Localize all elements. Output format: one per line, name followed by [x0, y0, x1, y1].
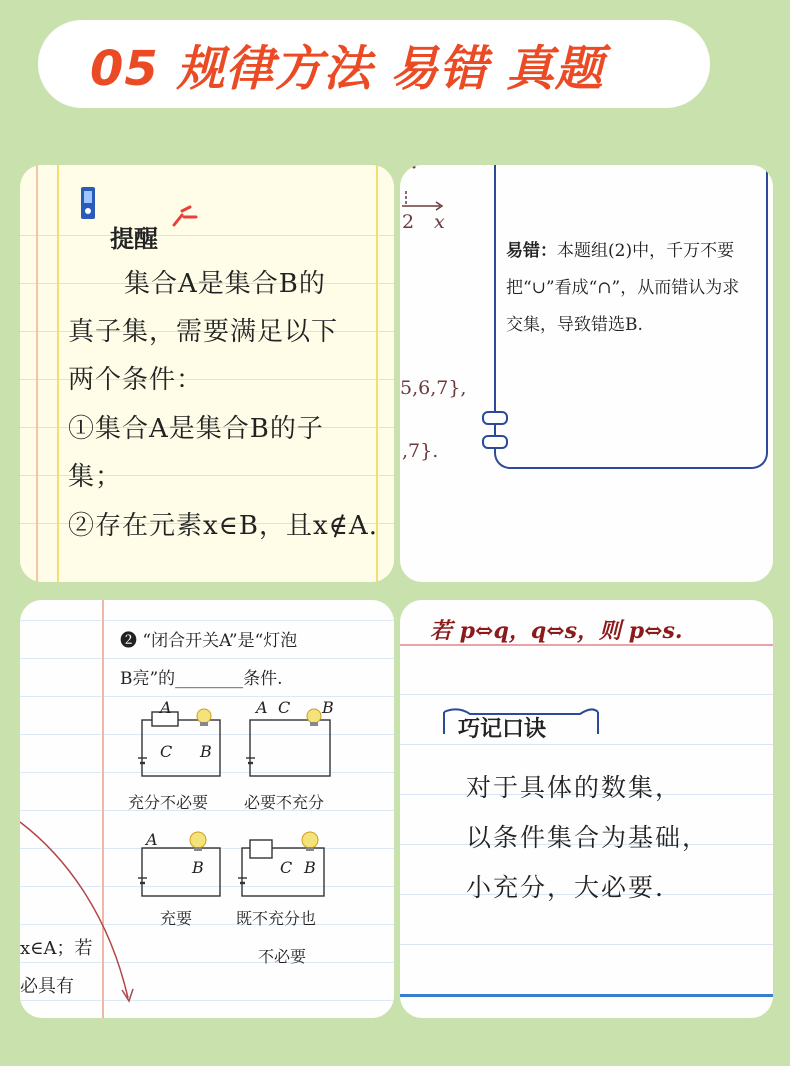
mnemonic-card [400, 600, 773, 1018]
question-line: B亮”的________条件. [120, 669, 283, 689]
circuit-label: C [280, 858, 293, 877]
circuit-label: A [146, 830, 158, 849]
circuit-caption: 充要 [160, 909, 193, 928]
tip-label: 提醒 [110, 224, 158, 253]
mistake-card [400, 165, 773, 582]
page-title: 05 规律方法 易错 真题 [90, 41, 604, 97]
circuit-label: B [304, 858, 316, 877]
circuit-caption: 不必要 [258, 947, 307, 966]
mnemonic-title: 巧记口诀 [458, 717, 547, 742]
tip-line: 真子集，需要满足以下 [68, 317, 339, 347]
circuit-caption: 充分不必要 [128, 793, 209, 812]
sparkle-icon [170, 205, 198, 227]
text-fragment: 必具有 [20, 976, 74, 997]
equivalence-statement: 若 p⇔q，q⇔s，则 p⇔s. [430, 618, 683, 644]
bookmark-icon [81, 187, 95, 219]
circuit-label: A [160, 698, 172, 717]
circuit-card [20, 600, 394, 1018]
circuit-caption: 必要不充分 [244, 793, 325, 812]
title-banner [38, 20, 710, 108]
mnemonic-line: 对于具体的数集， [466, 773, 683, 802]
circuit-caption: 既不充分也 [236, 909, 317, 928]
tip-line: 集； [68, 462, 123, 492]
mistake-label: 易错： [506, 241, 557, 261]
margin-line [36, 165, 38, 582]
circuit-label: C [160, 742, 173, 761]
tip-card [20, 165, 394, 582]
bottom-rule [400, 994, 773, 997]
mistake-text: 本题组(2)中，千万不要把“∪”看成“∩”，从而错认为求交集，导致错选B. [506, 241, 740, 335]
axis-number: 2 [402, 211, 415, 233]
circuit-diagram [246, 706, 340, 780]
mnemonic-line: 小充分，大必要. [466, 873, 665, 902]
set-fragment: 5,6,7}, [400, 377, 467, 399]
mistake-note [506, 233, 756, 344]
axis-label: x [434, 211, 445, 233]
circuit-label: B [322, 698, 334, 717]
binder-ring-icon [482, 411, 508, 425]
set-fragment: ,7}. [402, 440, 439, 462]
circuit-label: B [192, 858, 204, 877]
circuit-label: C [278, 698, 291, 717]
circuit-label: A [256, 698, 268, 717]
margin-line [57, 165, 59, 582]
mnemonic-line: 以条件集合为基础， [466, 823, 710, 852]
tip-line: ②存在元素x∈B，且x∉A. [68, 511, 378, 541]
text-fragment: x∈A；若 [20, 938, 93, 959]
tip-line: 两个条件： [68, 365, 204, 395]
circuit-label: B [200, 742, 212, 761]
question-line: ❷ “闭合开关A”是“灯泡 [120, 631, 298, 651]
tip-line: 集合A是集合B的 [124, 269, 326, 299]
tip-line: ①集合A是集合B的子 [68, 414, 324, 444]
binder-ring-icon [482, 435, 508, 449]
question [120, 622, 297, 698]
